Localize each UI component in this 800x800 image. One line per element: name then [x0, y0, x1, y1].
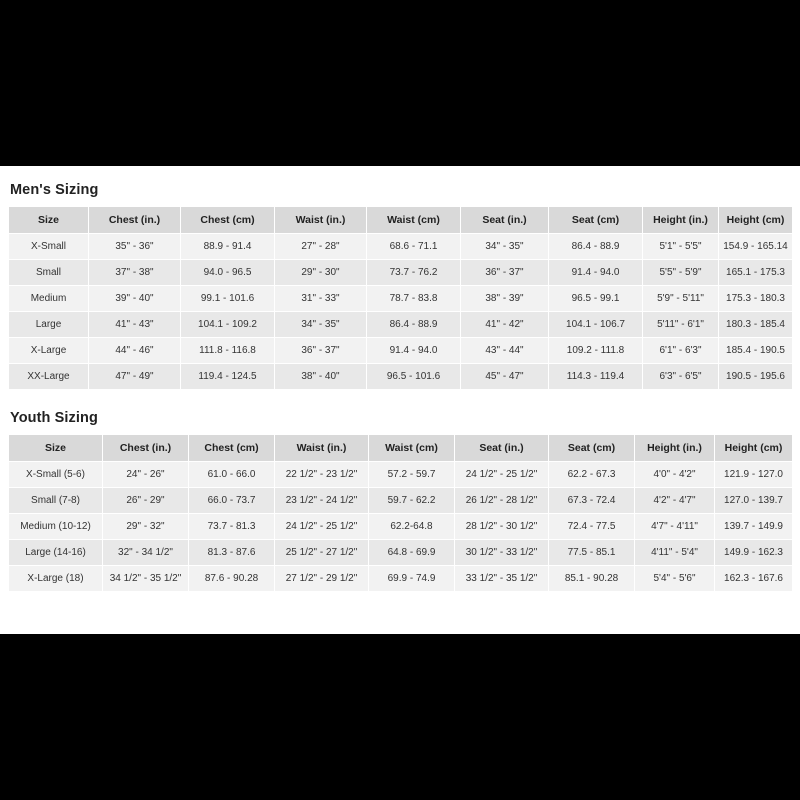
cell-size: Medium	[9, 286, 89, 312]
cell-waist-in: 29" - 30"	[275, 260, 367, 286]
table-row	[9, 462, 793, 488]
column-header-seat-cm: Seat (cm)	[549, 435, 635, 462]
cell-waist-cm: 57.2 - 59.7	[369, 462, 455, 488]
cell-waist-cm: 64.8 - 69.9	[369, 540, 455, 566]
cell-waist-in: 24 1/2" - 25 1/2"	[275, 514, 369, 540]
cell-chest-in: 35" - 36"	[89, 234, 181, 260]
mens-sizing-title: Men's Sizing	[10, 182, 99, 198]
cell-seat-in: 28 1/2" - 30 1/2"	[455, 514, 549, 540]
cell-height-in: 5'5" - 5'9"	[643, 260, 719, 286]
column-header-height-in: Height (in.)	[635, 435, 715, 462]
table-row	[9, 488, 793, 514]
cell-height-in: 5'1" - 5'5"	[643, 234, 719, 260]
cell-size: Medium (10-12)	[9, 514, 103, 540]
cell-height-in: 5'4" - 5'6"	[635, 566, 715, 592]
cell-chest-in: 29" - 32"	[103, 514, 189, 540]
cell-chest-in: 39" - 40"	[89, 286, 181, 312]
cell-waist-in: 22 1/2" - 23 1/2"	[275, 462, 369, 488]
cell-chest-cm: 87.6 - 90.28	[189, 566, 275, 592]
column-header-chest-in: Chest (in.)	[103, 435, 189, 462]
cell-size: X-Small	[9, 234, 89, 260]
cell-height-in: 4'0" - 4'2"	[635, 462, 715, 488]
cell-waist-in: 31" - 33"	[275, 286, 367, 312]
cell-size: X-Small (5-6)	[9, 462, 103, 488]
table-row	[9, 364, 793, 390]
cell-chest-cm: 66.0 - 73.7	[189, 488, 275, 514]
cell-height-cm: 127.0 - 139.7	[715, 488, 793, 514]
section-divider	[8, 390, 792, 404]
cell-waist-in: 27" - 28"	[275, 234, 367, 260]
table-row	[9, 338, 793, 364]
cell-waist-cm: 68.6 - 71.1	[367, 234, 461, 260]
cell-waist-in: 36" - 37"	[275, 338, 367, 364]
cell-seat-cm: 72.4 - 77.5	[549, 514, 635, 540]
cell-waist-in: 38" - 40"	[275, 364, 367, 390]
cell-height-cm: 175.3 - 180.3	[719, 286, 793, 312]
cell-chest-cm: 61.0 - 66.0	[189, 462, 275, 488]
cell-chest-in: 32" - 34 1/2"	[103, 540, 189, 566]
cell-seat-cm: 85.1 - 90.28	[549, 566, 635, 592]
cell-waist-cm: 62.2-64.8	[369, 514, 455, 540]
table-row	[9, 540, 793, 566]
cell-chest-in: 34 1/2" - 35 1/2"	[103, 566, 189, 592]
cell-size: Small (7-8)	[9, 488, 103, 514]
column-header-height-cm: Height (cm)	[719, 207, 793, 234]
cell-seat-in: 41" - 42"	[461, 312, 549, 338]
column-header-waist-in: Waist (in.)	[275, 435, 369, 462]
table-row	[9, 260, 793, 286]
cell-height-cm: 149.9 - 162.3	[715, 540, 793, 566]
cell-chest-cm: 94.0 - 96.5	[181, 260, 275, 286]
table-row	[9, 514, 793, 540]
column-header-size: Size	[9, 207, 89, 234]
cell-seat-cm: 96.5 - 99.1	[549, 286, 643, 312]
cell-chest-cm: 88.9 - 91.4	[181, 234, 275, 260]
cell-chest-cm: 73.7 - 81.3	[189, 514, 275, 540]
cell-height-cm: 165.1 - 175.3	[719, 260, 793, 286]
cell-size: Small	[9, 260, 89, 286]
cell-size: Large	[9, 312, 89, 338]
cell-height-cm: 139.7 - 149.9	[715, 514, 793, 540]
cell-height-in: 4'11" - 5'4"	[635, 540, 715, 566]
column-header-height-in: Height (in.)	[643, 207, 719, 234]
cell-waist-cm: 96.5 - 101.6	[367, 364, 461, 390]
youth-sizing-title: Youth Sizing	[10, 410, 98, 426]
cell-height-cm: 162.3 - 167.6	[715, 566, 793, 592]
cell-seat-in: 24 1/2" - 25 1/2"	[455, 462, 549, 488]
cell-seat-in: 26 1/2" - 28 1/2"	[455, 488, 549, 514]
column-header-waist-cm: Waist (cm)	[367, 207, 461, 234]
cell-seat-in: 43" - 44"	[461, 338, 549, 364]
table-row	[9, 312, 793, 338]
cell-waist-in: 27 1/2" - 29 1/2"	[275, 566, 369, 592]
cell-seat-cm: 114.3 - 119.4	[549, 364, 643, 390]
cell-seat-in: 33 1/2" - 35 1/2"	[455, 566, 549, 592]
cell-height-in: 6'1" - 6'3"	[643, 338, 719, 364]
cell-waist-cm: 69.9 - 74.9	[369, 566, 455, 592]
cell-height-in: 5'11" - 6'1"	[643, 312, 719, 338]
cell-size: X-Large	[9, 338, 89, 364]
cell-waist-in: 23 1/2" - 24 1/2"	[275, 488, 369, 514]
cell-chest-cm: 111.8 - 116.8	[181, 338, 275, 364]
table-header-row	[9, 207, 793, 234]
sizing-chart-panel	[0, 166, 800, 634]
cell-seat-cm: 77.5 - 85.1	[549, 540, 635, 566]
cell-chest-in: 24" - 26"	[103, 462, 189, 488]
cell-chest-in: 41" - 43"	[89, 312, 181, 338]
cell-chest-in: 37" - 38"	[89, 260, 181, 286]
cell-seat-cm: 67.3 - 72.4	[549, 488, 635, 514]
cell-height-in: 5'9" - 5'11"	[643, 286, 719, 312]
column-header-seat-in: Seat (in.)	[461, 207, 549, 234]
cell-height-cm: 190.5 - 195.6	[719, 364, 793, 390]
youth-sizing-table	[8, 434, 793, 592]
cell-seat-cm: 86.4 - 88.9	[549, 234, 643, 260]
cell-chest-in: 44" - 46"	[89, 338, 181, 364]
column-header-chest-cm: Chest (cm)	[181, 207, 275, 234]
cell-seat-cm: 91.4 - 94.0	[549, 260, 643, 286]
cell-height-in: 4'7" - 4'11"	[635, 514, 715, 540]
column-header-chest-cm: Chest (cm)	[189, 435, 275, 462]
cell-seat-in: 30 1/2" - 33 1/2"	[455, 540, 549, 566]
cell-seat-cm: 104.1 - 106.7	[549, 312, 643, 338]
cell-chest-cm: 104.1 - 109.2	[181, 312, 275, 338]
cell-waist-cm: 91.4 - 94.0	[367, 338, 461, 364]
cell-seat-in: 36" - 37"	[461, 260, 549, 286]
cell-waist-in: 25 1/2" - 27 1/2"	[275, 540, 369, 566]
table-header-row	[9, 435, 793, 462]
cell-waist-cm: 59.7 - 62.2	[369, 488, 455, 514]
cell-seat-cm: 109.2 - 111.8	[549, 338, 643, 364]
cell-seat-cm: 62.2 - 67.3	[549, 462, 635, 488]
cell-size: Large (14-16)	[9, 540, 103, 566]
column-header-seat-in: Seat (in.)	[455, 435, 549, 462]
column-header-waist-cm: Waist (cm)	[369, 435, 455, 462]
cell-height-cm: 154.9 - 165.14	[719, 234, 793, 260]
table-row	[9, 566, 793, 592]
cell-seat-in: 34" - 35"	[461, 234, 549, 260]
column-header-chest-in: Chest (in.)	[89, 207, 181, 234]
cell-chest-in: 26" - 29"	[103, 488, 189, 514]
cell-size: XX-Large	[9, 364, 89, 390]
cell-waist-cm: 73.7 - 76.2	[367, 260, 461, 286]
cell-waist-in: 34" - 35"	[275, 312, 367, 338]
cell-seat-in: 45" - 47"	[461, 364, 549, 390]
cell-chest-in: 47" - 49"	[89, 364, 181, 390]
column-header-height-cm: Height (cm)	[715, 435, 793, 462]
cell-chest-cm: 81.3 - 87.6	[189, 540, 275, 566]
cell-height-in: 6'3" - 6'5"	[643, 364, 719, 390]
cell-chest-cm: 99.1 - 101.6	[181, 286, 275, 312]
mens-sizing-table	[8, 206, 793, 390]
cell-height-cm: 180.3 - 185.4	[719, 312, 793, 338]
cell-size: X-Large (18)	[9, 566, 103, 592]
cell-height-in: 4'2" - 4'7"	[635, 488, 715, 514]
cell-height-cm: 121.9 - 127.0	[715, 462, 793, 488]
cell-seat-in: 38" - 39"	[461, 286, 549, 312]
cell-chest-cm: 119.4 - 124.5	[181, 364, 275, 390]
table-row	[9, 286, 793, 312]
table-row	[9, 234, 793, 260]
cell-waist-cm: 86.4 - 88.9	[367, 312, 461, 338]
column-header-size: Size	[9, 435, 103, 462]
column-header-seat-cm: Seat (cm)	[549, 207, 643, 234]
column-header-waist-in: Waist (in.)	[275, 207, 367, 234]
cell-height-cm: 185.4 - 190.5	[719, 338, 793, 364]
cell-waist-cm: 78.7 - 83.8	[367, 286, 461, 312]
